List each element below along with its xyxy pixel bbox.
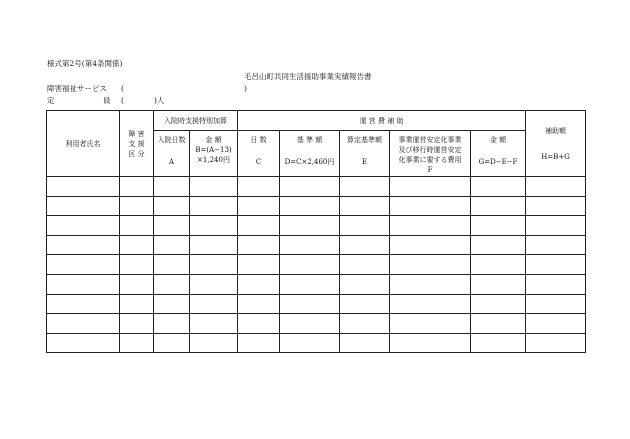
stabilization-cost-cell[interactable] [390,314,471,334]
header-amount-b-title: 金 額 [205,136,222,144]
days-in-hospital-cell[interactable] [154,255,190,275]
days-in-hospital-cell[interactable] [154,216,190,236]
calc-standard-cell[interactable] [340,196,390,216]
user-name-cell[interactable] [47,314,120,334]
header-amount-g-title: 金 額 [489,136,507,144]
service-label: 障害福祉サービス [47,84,107,93]
stabilization-cost-cell[interactable] [390,294,471,314]
days-in-hospital-cell[interactable] [154,274,190,294]
user-name-cell[interactable] [47,294,120,314]
days-in-hospital-cell[interactable] [154,333,190,353]
subsidy-total-cell[interactable] [526,216,586,236]
standard-amount-cell[interactable] [280,196,340,216]
disability-category-cell[interactable] [120,235,154,255]
capacity-label-second: 員 [103,96,111,105]
amount-g-cell[interactable] [471,314,526,334]
standard-amount-cell[interactable] [280,177,340,197]
table-row [47,196,586,216]
subsidy-total-cell[interactable] [526,255,586,275]
table-row [47,177,586,197]
amount-b-cell[interactable] [190,177,238,197]
days-cell[interactable] [238,216,280,236]
header-days [238,131,280,177]
disability-category-cell[interactable] [120,177,154,197]
report-table [46,110,586,353]
header-stabilization-line-2: 及び移行時運営安定 [398,146,462,154]
header-amount-b-line-2: ×1,240円 [197,156,230,164]
calc-standard-cell[interactable] [340,294,390,314]
header-group-hospital: 入院時支援特別加算 [154,111,238,131]
stabilization-cost-cell[interactable] [390,177,471,197]
stabilization-cost-cell[interactable] [390,235,471,255]
days-cell[interactable] [238,196,280,216]
days-in-hospital-cell[interactable] [154,314,190,334]
amount-g-cell[interactable] [471,177,526,197]
days-cell[interactable] [238,235,280,255]
standard-amount-cell[interactable] [280,274,340,294]
stabilization-cost-cell[interactable] [390,255,471,275]
header-stabilization-cost [390,131,471,177]
days-in-hospital-cell[interactable] [154,196,190,216]
subsidy-total-cell[interactable] [526,294,586,314]
header-subsidy-total [526,111,586,177]
capacity-paren-open: ( [121,96,124,105]
header-stabilization-line-1: 事業運営安定化事業 [398,136,462,144]
subsidy-total-cell[interactable] [526,274,586,294]
amount-b-cell[interactable] [190,294,238,314]
header-subsidy-total-title: 補助額 [545,126,567,135]
subsidy-total-cell[interactable] [526,235,586,255]
header-disability-line-3: 区 分 [128,149,145,158]
calc-standard-cell[interactable] [340,235,390,255]
form-number: 様式第2号(第4条関係) [47,59,123,68]
amount-b-cell[interactable] [190,235,238,255]
calc-standard-cell[interactable] [340,216,390,236]
table-row [47,235,586,255]
header-group-operation: 運 営 費 補 助 [238,111,526,131]
amount-g-cell[interactable] [471,196,526,216]
amount-b-cell[interactable] [190,196,238,216]
standard-amount-cell[interactable] [280,314,340,334]
stabilization-cost-cell[interactable] [390,333,471,353]
user-name-cell[interactable] [47,216,120,236]
user-name-cell[interactable] [47,274,120,294]
header-disability-line-2: 支 援 [128,139,145,148]
header-standard-amount-title: 基 準 額 [296,136,323,144]
table-row [47,274,586,294]
subsidy-total-cell[interactable] [526,314,586,334]
header-amount-b [190,131,238,177]
standard-amount-cell[interactable] [280,255,340,275]
days-in-hospital-cell[interactable] [154,294,190,314]
amount-b-cell[interactable] [190,333,238,353]
header-stabilization-line-3: 化事業に要する費用 [398,156,462,164]
header-standard-amount [280,131,340,177]
disability-category-cell[interactable] [120,314,154,334]
days-cell[interactable] [238,314,280,334]
calc-standard-cell[interactable] [340,333,390,353]
standard-amount-cell[interactable] [280,216,340,236]
table-row [47,255,586,275]
amount-g-cell[interactable] [471,216,526,236]
days-cell[interactable] [238,294,280,314]
header-days-in-hospital-title: 入院日数 [157,136,186,144]
table-row [47,314,586,334]
header-amount-g-formula: G=D−E−F [478,158,518,166]
amount-b-cell[interactable] [190,216,238,236]
user-name-cell[interactable] [47,177,120,197]
amount-b-cell[interactable] [190,255,238,275]
header-days-code: C [255,158,262,166]
subsidy-total-cell[interactable] [526,196,586,216]
standard-amount-cell[interactable] [280,235,340,255]
header-disability-category [120,111,154,177]
stabilization-cost-cell[interactable] [390,196,471,216]
calc-standard-cell[interactable] [340,274,390,294]
table-row [47,216,586,236]
days-in-hospital-cell[interactable] [154,235,190,255]
header-standard-amount-formula: D=C×2,460円 [284,158,335,166]
standard-amount-cell[interactable] [280,333,340,353]
document-title: 毛呂山町共同生活援助事業実績報告書 [244,72,372,81]
table-row [47,294,586,314]
calc-standard-cell[interactable] [340,177,390,197]
calc-standard-cell[interactable] [340,255,390,275]
user-name-cell[interactable] [47,333,120,353]
days-in-hospital-cell[interactable] [154,177,190,197]
header-calc-standard [340,131,390,177]
disability-category-cell[interactable] [120,274,154,294]
standard-amount-cell[interactable] [280,294,340,314]
disability-category-cell[interactable] [120,294,154,314]
user-name-cell[interactable] [47,235,120,255]
header-stabilization-code: F [427,166,433,174]
capacity-label-first: 定 [47,96,55,105]
disability-category-cell[interactable] [120,255,154,275]
stabilization-cost-cell[interactable] [390,274,471,294]
header-days-in-hospital [154,131,190,177]
header-user-name: 利用者氏名 [47,111,120,177]
stabilization-cost-cell[interactable] [390,216,471,236]
service-paren-open: ( [121,84,124,93]
amount-g-cell[interactable] [471,255,526,275]
header-days-in-hospital-code: A [168,158,175,166]
days-cell[interactable] [238,333,280,353]
amount-g-cell[interactable] [471,294,526,314]
header-amount-b-line-1: B=(A−13) [195,146,232,154]
days-cell[interactable] [238,177,280,197]
days-cell[interactable] [238,274,280,294]
amount-b-cell[interactable] [190,314,238,334]
subsidy-total-cell[interactable] [526,333,586,353]
header-disability-line-1: 障 害 [128,129,145,138]
days-cell[interactable] [238,255,280,275]
disability-category-cell[interactable] [120,333,154,353]
header-calc-standard-code: E [361,158,368,166]
subsidy-total-cell[interactable] [526,177,586,197]
table-row [47,333,586,353]
header-days-title: 日 数 [250,136,267,144]
capacity-paren-close: )人 [154,96,165,105]
service-paren-close: ) [244,84,247,93]
calc-standard-cell[interactable] [340,314,390,334]
disability-category-cell[interactable] [120,216,154,236]
amount-g-cell[interactable] [471,274,526,294]
amount-g-cell[interactable] [471,235,526,255]
header-amount-g [471,131,526,177]
user-name-cell[interactable] [47,255,120,275]
disability-category-cell[interactable] [120,196,154,216]
amount-g-cell[interactable] [471,333,526,353]
user-name-cell[interactable] [47,196,120,216]
header-calc-standard-title: 算定基準額 [347,136,382,144]
amount-b-cell[interactable] [190,274,238,294]
header-subsidy-total-formula: H=B+G [541,152,570,161]
